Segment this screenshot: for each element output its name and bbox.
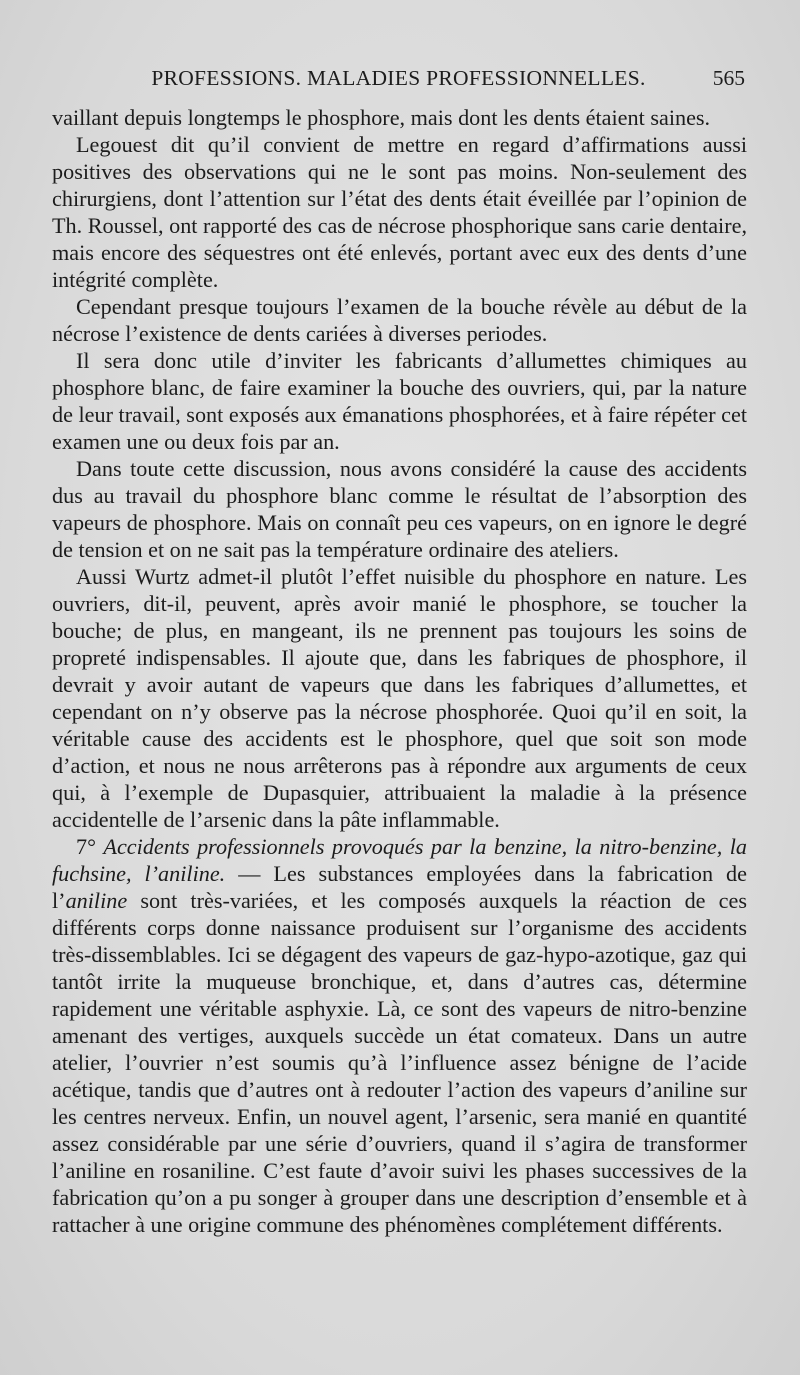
- paragraph: Cependant presque toujours l’examen de la bouche révèle au début de la nécrose l’existence de dents cariées à diverses periodes.: [52, 294, 747, 346]
- paragraph: vaillant depuis longtemps le phosphore, mais dont les dents étaient saines.: [52, 105, 711, 130]
- page-number: 565: [712, 66, 745, 90]
- running-header: [52, 66, 745, 96]
- paragraph: Il sera donc utile d’inviter les fabricants d’allumettes chimiques au phosphore blanc, de faire examiner la bouche des ouvriers, qui, par la nature de leur travail, sont exposés aux émanations phosphorées, et à faire répéter cet examen une ou deux fois par an.: [52, 348, 747, 454]
- running-title: PROFESSIONS. MALADIES PROFESSIONNELLES.: [151, 66, 646, 90]
- italic-term: aniline: [65, 888, 128, 913]
- paragraph: Dans toute cette discussion, nous avons considéré la cause des accidents dus au travail du phosphore blanc comme le résultat de l’absorption des vapeurs de phosphore. Mais on connaît peu ces vapeurs, on en ignore le degré de tension et on ne sait pas la température ordinaire des ateliers.: [52, 456, 747, 562]
- page-body: [52, 104, 747, 1238]
- paragraph: Legouest dit qu’il convient de mettre en regard d’affirmations aussi positives des observations qui ne le sont pas moins. Non-seulement des chirurgiens, dont l’attention sur l’état des dents était éveillée par l’opinion de Th. Roussel, ont rapporté des cas de nécrose phosphorique sans carie dentaire, mais encore des séquestres ont été enlevés, portant avec eux des dents d’une intégrité complète.: [52, 132, 747, 292]
- paragraph-text: — Les substances employées dans la fabrication de l’: [52, 861, 747, 913]
- paragraph: Aussi Wurtz admet-il plutôt l’effet nuisible du phosphore en nature. Les ouvriers, dit-il, peuvent, après avoir manié le phosphore, se toucher la bouche; de plus, en mangeant, ils ne prennent pas toujours les soins de propreté indispensables. Il ajoute que, dans les fabriques de phosphore, il devrait y avoir autant de vapeurs que dans les fabriques d’allumettes, et cependant on n’y observe pas la nécrose phosphorée. Quoi qu’il en soit, la véritable cause des accidents est le phosphore, quel que soit son mode d’action, et nous ne nous arrêterons pas à répondre aux arguments de ceux qui, à l’exemple de Dupasquier, attribuaient la maladie à la présence accidentelle de l’arsenic dans la pâte inflammable.: [52, 564, 747, 832]
- paragraph-text: sont très-variées, et les composés auxquels la réaction de ces différents corps donne naissance produisent sur l’organisme des accidents très-dissemblables. Ici se dégagent des vapeurs de gaz-hypo-azotique, gaz qui tantôt irrite la muqueuse bronchique, et, dans d’autres cas, détermine rapidement une véritable asphyxie. Là, ce sont des vapeurs de nitro-benzine amenant des vertiges, auxquels succède un état comateux. Dans un autre atelier, l’ouvrier n’est soumis qu’à l’influence assez bénigne de l’acide acétique, tandis que d’autres ont à redouter l’action des vapeurs d’aniline sur les centres nerveux. Enfin, un nouvel agent, l’arsenic, sera manié en quantité assez considérable par une série d’ouvriers, quand il s’agira de transformer l’aniline en rosaniline. C’est faute d’avoir suivi les phases successives de la fabrication qu’on a pu songer à grouper dans une description d’ensemble et à rattacher à une origine commune des phénomènes complétement différents.: [52, 888, 747, 1237]
- section-heading: Accidents professionnels provoqués par la benzine, la nitro-benzine, la fuchsine, l’aniline.: [52, 834, 748, 886]
- section-number: 7°: [76, 834, 96, 859]
- section-paragraph: [52, 833, 747, 1238]
